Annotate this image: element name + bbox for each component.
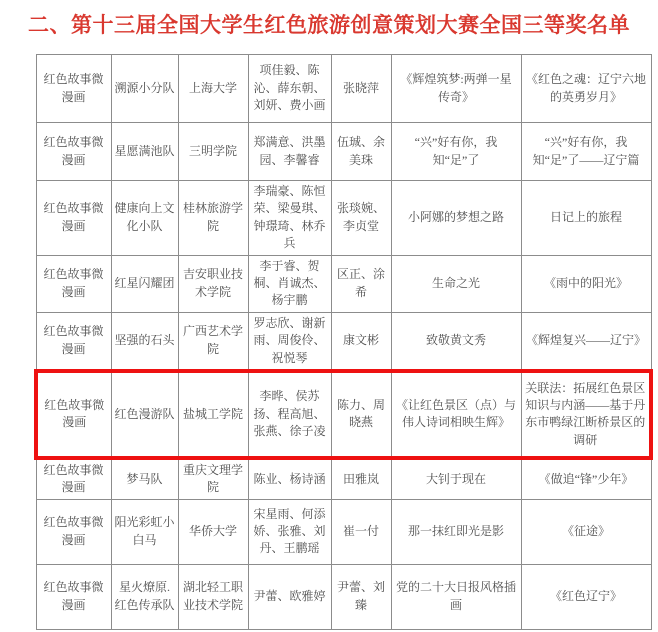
table-row	[36, 499, 651, 564]
cell-team: 星愿满池队	[111, 123, 178, 181]
cell-work-title: 致敬黄文秀	[391, 312, 521, 371]
cell-university: 盐城工学院	[178, 371, 248, 458]
cell-team: 星火燎原.红色传承队	[111, 564, 178, 629]
cell-university: 广西艺术学院	[178, 312, 248, 371]
cell-advisors: 张晓萍	[331, 55, 391, 123]
cell-work-title: 《辉煌筑梦:两弹一星传奇》	[391, 55, 521, 123]
cell-work-title: 小阿娜的梦想之路	[391, 181, 521, 256]
cell-members: 郑满意、洪墨园、李馨睿	[248, 123, 331, 181]
cell-category: 红色故事微漫画	[36, 371, 111, 458]
table-row	[36, 55, 651, 123]
cell-advisors: 田雅岚	[331, 458, 391, 499]
cell-members: 项佳毅、陈沁、薛东朝、刘妍、费小画	[248, 55, 331, 123]
cell-team: 红色漫游队	[111, 371, 178, 458]
cell-team: 阳光彩虹小白马	[111, 499, 178, 564]
cell-work-title: 党的二十大日报风格插画	[391, 564, 521, 629]
award-table	[34, 54, 653, 630]
cell-related-title: 日记上的旅程	[521, 181, 651, 256]
cell-work-title: 《让红色景区（点）与伟人诗词相映生辉》	[391, 371, 521, 458]
cell-members: 李于睿、贺桐、肖诚杰、杨宇鹏	[248, 255, 331, 312]
table-row	[36, 255, 651, 312]
cell-university: 华侨大学	[178, 499, 248, 564]
cell-category: 红色故事微漫画	[36, 123, 111, 181]
cell-category: 红色故事微漫画	[36, 499, 111, 564]
highlighted-row	[36, 371, 651, 458]
cell-members: 罗志欣、谢新雨、周俊伶、祝悦琴	[248, 312, 331, 371]
cell-work-title: 大钊于现在	[391, 458, 521, 499]
table-row	[36, 564, 651, 629]
cell-category: 红色故事微漫画	[36, 181, 111, 256]
table-row	[36, 123, 651, 181]
cell-team: 健康向上文化小队	[111, 181, 178, 256]
cell-members: 陈业、杨诗涵	[248, 458, 331, 499]
cell-work-title: “兴”好有你，我知“足”了	[391, 123, 521, 181]
cell-advisors: 区正、涂希	[331, 255, 391, 312]
cell-university: 桂林旅游学院	[178, 181, 248, 256]
cell-advisors: 康文彬	[331, 312, 391, 371]
cell-university: 上海大学	[178, 55, 248, 123]
cell-advisors: 崔一付	[331, 499, 391, 564]
cell-related-title: 《做追“锋”少年》	[521, 458, 651, 499]
cell-members: 李瑞豪、陈恒荣、梁曼琪、钟璟琦、林乔兵	[248, 181, 331, 256]
cell-members: 尹蕾、欧雅婷	[248, 564, 331, 629]
cell-university: 重庆文理学院	[178, 458, 248, 499]
cell-related-title: 《红色辽宁》	[521, 564, 651, 629]
cell-team: 溯源小分队	[111, 55, 178, 123]
cell-members: 李晔、侯苏扬、程高旭、张燕、徐子凌	[248, 371, 331, 458]
cell-advisors: 伍珹、余美珠	[331, 123, 391, 181]
table-row	[36, 312, 651, 371]
cell-advisors: 尹蕾、刘臻	[331, 564, 391, 629]
cell-work-title: 那一抹红即光是影	[391, 499, 521, 564]
cell-advisors: 张琰婉、李贞堂	[331, 181, 391, 256]
cell-university: 三明学院	[178, 123, 248, 181]
cell-members: 宋星雨、何添娇、张雅、刘丹、王鹏瑶	[248, 499, 331, 564]
page-title: 二、第十三届全国大学生红色旅游创意策划大赛全国三等奖名单	[28, 14, 630, 37]
cell-category: 红色故事微漫画	[36, 564, 111, 629]
cell-category: 红色故事微漫画	[36, 55, 111, 123]
cell-category: 红色故事微漫画	[36, 458, 111, 499]
cell-related-title: 《雨中的阳光》	[521, 255, 651, 312]
cell-work-title: 生命之光	[391, 255, 521, 312]
cell-university: 吉安职业技术学院	[178, 255, 248, 312]
cell-team: 红星闪耀团	[111, 255, 178, 312]
table-row	[36, 181, 651, 256]
cell-related-title: 《征途》	[521, 499, 651, 564]
cell-category: 红色故事微漫画	[36, 312, 111, 371]
cell-advisors: 陈力、周晓燕	[331, 371, 391, 458]
cell-related-title: 《辉煌复兴——辽宁》	[521, 312, 651, 371]
cell-related-title: “兴”好有你，我知“足”了——辽宁篇	[521, 123, 651, 181]
table-row	[36, 458, 651, 499]
cell-university: 湖北轻工职业技术学院	[178, 564, 248, 629]
cell-team: 坚强的石头	[111, 312, 178, 371]
cell-related-title: 《红色之魂：辽宁六地的英勇岁月》	[521, 55, 651, 123]
cell-team: 梦马队	[111, 458, 178, 499]
cell-related-title: 关联法：拓展红色景区知识与内涵——基于丹东市鸭绿江断桥景区的调研	[521, 371, 651, 458]
cell-category: 红色故事微漫画	[36, 255, 111, 312]
